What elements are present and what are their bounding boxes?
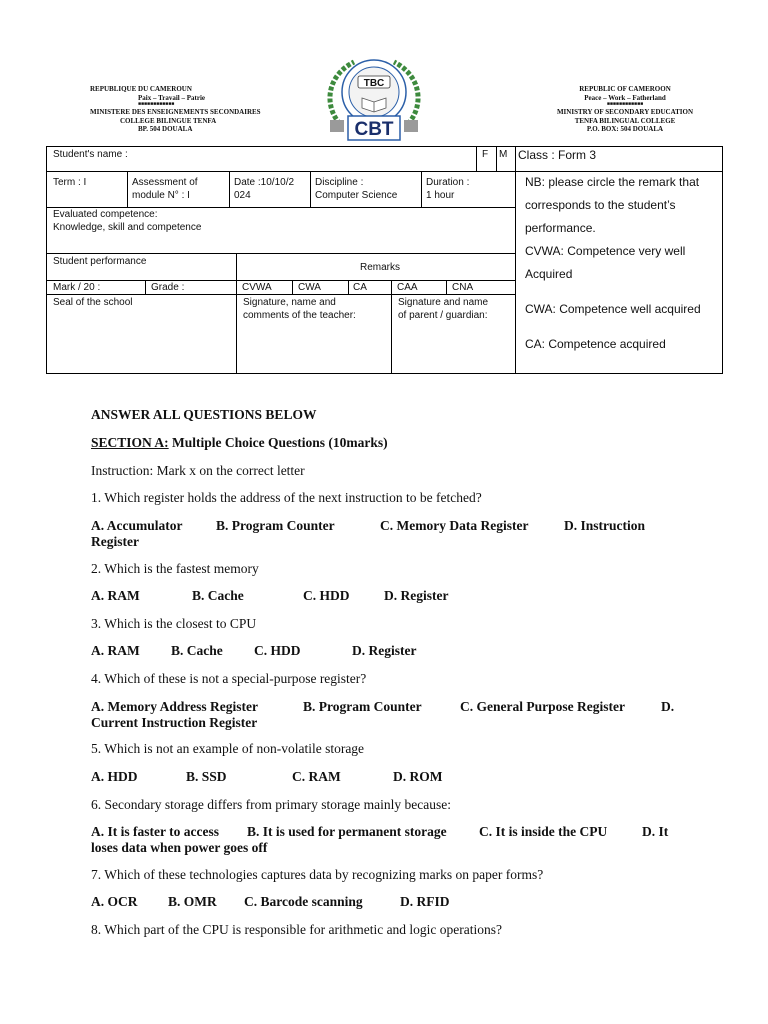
- seal-label: Seal of the school: [53, 297, 133, 308]
- competence-line2: Knowledge, skill and competence: [53, 222, 202, 233]
- table-border: [722, 146, 723, 374]
- table-border: [446, 280, 447, 294]
- teacher-signature-label: [243, 296, 356, 322]
- table-border: [46, 373, 723, 374]
- option[interactable]: D. Register: [352, 643, 417, 658]
- table-border: [421, 171, 422, 207]
- header-country-fr: REPUBLIQUE DU CAMEROUN: [90, 85, 192, 93]
- section-heading: [91, 435, 691, 451]
- question-text: 7. Which of these technologies captures data by recognizing marks on paper forms?: [91, 867, 544, 882]
- option-continuation[interactable]: Register: [91, 533, 139, 549]
- question-text: 4. Which of these is not a special-purpose register?: [91, 671, 367, 686]
- remark-code-cvwa[interactable]: CVWA: [242, 282, 272, 293]
- header-school-en: TENFA BILINGUAL COLLEGE: [574, 116, 676, 125]
- discipline-line2: Computer Science: [315, 190, 398, 201]
- table-border: [46, 280, 515, 281]
- table-border: [46, 146, 47, 374]
- assessment-line1: Assessment of: [132, 177, 198, 188]
- table-border: [46, 294, 515, 295]
- header-dots-fr: ■■■■■■■■■■■■: [138, 102, 175, 108]
- option[interactable]: A. RAM: [91, 643, 140, 658]
- table-border: [476, 146, 477, 171]
- nb-line: Acquired: [525, 267, 573, 281]
- gender-m-label[interactable]: M: [499, 149, 508, 160]
- nb-line: performance.: [525, 221, 596, 235]
- date-line2: 024: [234, 190, 251, 201]
- question-options: [91, 518, 691, 549]
- remark-code-caa[interactable]: CAA: [397, 282, 418, 293]
- parent-line1: Signature and name: [398, 297, 489, 308]
- duration-label: [426, 176, 469, 202]
- option[interactable]: B. Program Counter: [303, 699, 422, 714]
- remark-code-ca[interactable]: CA: [353, 282, 367, 293]
- competence-label: [53, 208, 201, 234]
- option[interactable]: B. OMR: [168, 894, 217, 909]
- table-border: [310, 171, 311, 207]
- option[interactable]: C. Memory Data Register: [380, 518, 529, 533]
- school-crest-icon: [318, 54, 430, 146]
- question-options: [91, 588, 691, 604]
- option[interactable]: B. Cache: [192, 588, 244, 603]
- table-border: [46, 146, 722, 147]
- question-text: 8. Which part of the CPU is responsible for arithmetic and logic operations?: [91, 922, 503, 937]
- assessment-line2: module N° : I: [132, 190, 190, 201]
- competence-line1: Evaluated competence:: [53, 209, 158, 220]
- option[interactable]: B. SSD: [186, 769, 227, 784]
- student-name-label: Student's name :: [53, 149, 128, 160]
- header-dots-en: ■■■■■■■■■■■■: [606, 102, 644, 108]
- header-ministry-en: MINISTRY OF SECONDARY EDUCATION: [556, 108, 694, 117]
- date-label: [234, 176, 294, 202]
- header-school-fr: COLLEGE BILINGUE TENFA: [120, 116, 217, 125]
- discipline-label: [315, 176, 397, 202]
- header-box-fr: BP. 504 DOUALA: [138, 125, 193, 134]
- option[interactable]: A. Memory Address Register: [91, 699, 258, 714]
- school-logo: [318, 54, 430, 146]
- question-text: 2. Which is the fastest memory: [91, 561, 259, 576]
- option[interactable]: B. Program Counter: [216, 518, 335, 533]
- discipline-line1: Discipline :: [315, 177, 364, 188]
- option[interactable]: A. It is faster to access: [91, 824, 219, 839]
- table-border: [229, 171, 230, 207]
- table-border: [515, 146, 516, 374]
- nb-ca: CA: Competence acquired: [525, 337, 666, 351]
- assessment-label: [132, 176, 198, 202]
- option[interactable]: C. RAM: [292, 769, 341, 784]
- teacher-line1: Signature, name and: [243, 297, 336, 308]
- header-ministry-fr: MINISTERE DES ENSEIGNEMENTS SECONDAIRES: [90, 108, 261, 117]
- header-motto-en: Peace – Work – Fatherland: [584, 93, 666, 102]
- option[interactable]: B. Cache: [171, 643, 223, 658]
- nb-line: NB: please circle the remark that: [525, 175, 700, 189]
- option[interactable]: D. Instruction: [564, 518, 646, 533]
- remarks-label: Remarks: [360, 262, 401, 273]
- table-border: [348, 280, 349, 294]
- mark-label: Mark / 20 :: [53, 282, 101, 293]
- option[interactable]: C. It is inside the CPU: [479, 824, 608, 839]
- table-border: [391, 280, 392, 374]
- nb-line: CVWA: Competence very well: [525, 244, 686, 258]
- question-options: [91, 699, 691, 730]
- table-border: [292, 280, 293, 294]
- grade-label: Grade :: [151, 282, 185, 293]
- option[interactable]: A. Accumulator: [91, 518, 183, 533]
- section-label: SECTION A:: [91, 435, 169, 450]
- option[interactable]: C. Barcode scanning: [244, 894, 363, 909]
- teacher-line2: comments of the teacher:: [243, 310, 356, 321]
- header-motto-fr: Paix – Travail – Patrie: [138, 93, 206, 102]
- option[interactable]: A. RAM: [91, 588, 140, 603]
- nb-cwa: CWA: Competence well acquired: [525, 302, 701, 316]
- option[interactable]: B. It is used for permanent storage: [247, 824, 447, 839]
- question-options: [91, 643, 691, 659]
- question-options: [91, 824, 691, 855]
- table-border: [46, 253, 515, 254]
- option[interactable]: D.: [661, 699, 675, 714]
- option-continuation[interactable]: loses data when power goes off: [91, 839, 268, 855]
- duration-line2: 1 hour: [426, 190, 455, 201]
- header-country-en: REPUBLIC OF CAMEROON: [579, 85, 671, 93]
- option-continuation[interactable]: Current Instruction Register: [91, 714, 258, 730]
- term-label: Term : I: [53, 177, 87, 188]
- parent-signature-label: [398, 296, 488, 322]
- nb-line: corresponds to the student’s: [525, 198, 676, 212]
- table-border: [127, 171, 128, 207]
- header-right-block: [540, 85, 710, 134]
- table-border: [496, 146, 497, 171]
- option[interactable]: C. General Purpose Register: [460, 699, 625, 714]
- option[interactable]: D. Register: [384, 588, 449, 603]
- question-text: 1. Which register holds the address of the next instruction to be fetched?: [91, 490, 482, 505]
- option[interactable]: A. OCR: [91, 894, 138, 909]
- question-options: [91, 769, 691, 785]
- remark-code-cna[interactable]: CNA: [452, 282, 474, 293]
- date-line1: Date :10/10/2: [234, 177, 295, 188]
- logo-top-text: TBC: [363, 78, 385, 89]
- gender-f-label[interactable]: F: [482, 149, 489, 160]
- table-border: [145, 280, 146, 294]
- question-text: 3. Which is the closest to CPU: [91, 616, 257, 631]
- main-instruction: ANSWER ALL QUESTIONS BELOW: [91, 407, 317, 422]
- option[interactable]: C. HDD: [303, 588, 350, 603]
- performance-label: Student performance: [53, 256, 147, 267]
- option[interactable]: D. ROM: [393, 769, 443, 784]
- instruction-text: Instruction: Mark x on the correct letter: [91, 463, 305, 478]
- option[interactable]: D. RFID: [400, 894, 450, 909]
- nb-note: [525, 171, 699, 286]
- option[interactable]: A. HDD: [91, 769, 138, 784]
- question-options: [91, 894, 691, 910]
- option[interactable]: D. It: [642, 824, 669, 839]
- question-text: 6. Secondary storage differs from primary storage mainly because:: [91, 797, 452, 812]
- header-left-block: [90, 85, 280, 134]
- option[interactable]: C. HDD: [254, 643, 301, 658]
- duration-line1: Duration :: [426, 177, 470, 188]
- table-border: [236, 253, 237, 374]
- class-label: Class : Form 3: [518, 148, 597, 162]
- question-text: 5. Which is not an example of non-volatile storage: [91, 741, 365, 756]
- remark-code-cwa[interactable]: CWA: [298, 282, 321, 293]
- parent-line2: of parent / guardian:: [398, 310, 488, 321]
- header-box-en: P.O. BOX: 504 DOUALA: [586, 125, 664, 134]
- section-title: Multiple Choice Questions (10marks): [168, 435, 388, 450]
- logo-bottom-text: CBT: [354, 119, 394, 140]
